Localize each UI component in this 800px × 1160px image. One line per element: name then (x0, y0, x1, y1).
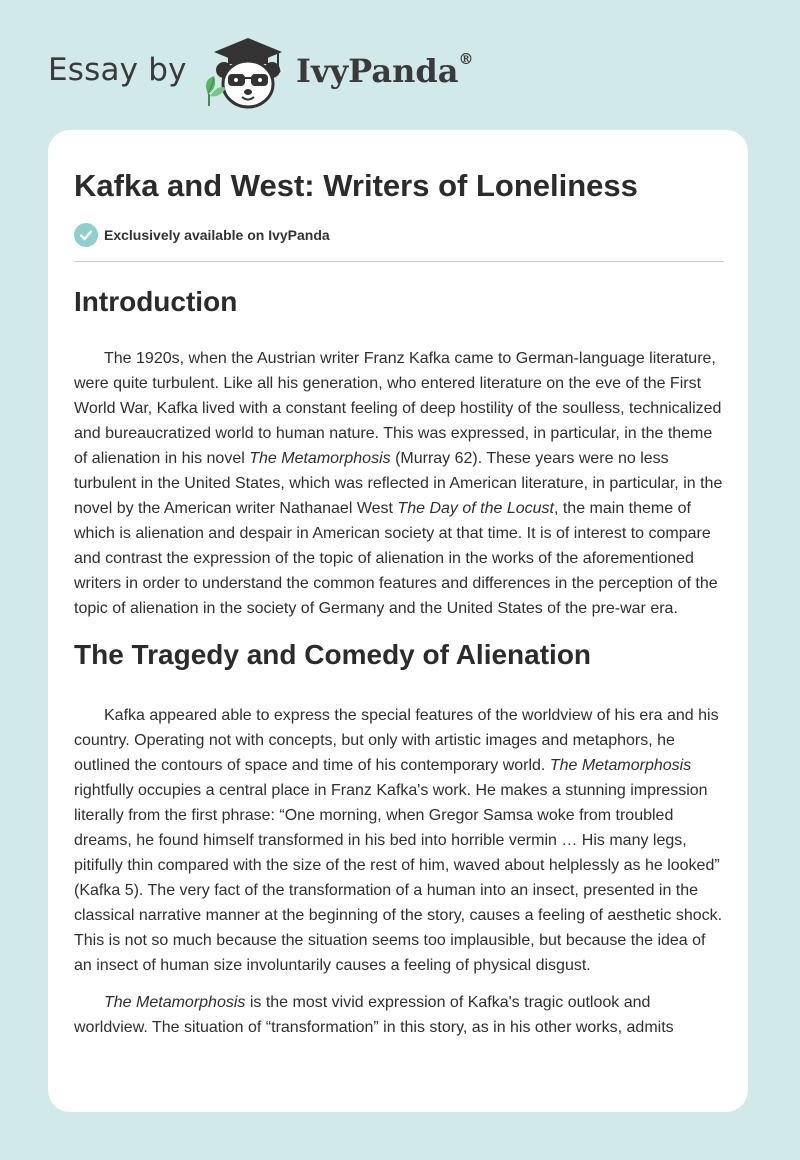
site-header (0, 0, 800, 130)
check-icon (74, 223, 98, 247)
paragraph: The 1920s, when the Austrian writer Franz Kafka came to German-language literature, were quite turbulent. Like all his generation, who entered literature on the eve of the First World War, Kafka lived with a constant feeling of deep hostility of the soulless, technicalized and bureaucratized world to human nature. This was expressed, in particular, in the theme of alienation in his novel The Metamorphosis (Murray 62). These years were no less turbulent in the United States, which was reflected in American literature, in particular, in the novel by the American writer Nathanael West The Day of the Locust, the main theme of which is alienation and despair in American society at that time. It is of interest to compare and contrast the expression of the topic of alienation in the works of the aforementioned writers in order to understand the common features and differences in the perception of the topic of alienation in the society of Germany and the United States of the pre-war era. (74, 350, 723, 617)
brand-name[interactable]: IvyPanda® (296, 50, 474, 90)
registered-mark: ® (458, 50, 474, 69)
section-heading-tragedy-comedy: The Tragedy and Comedy of Alienation (74, 639, 592, 670)
page-title: Kafka and West: Writers of Loneliness (74, 168, 638, 203)
section-heading-introduction: Introduction (74, 286, 238, 317)
paragraph: The Metamorphosis is the most vivid expression of Kafka's tragic outlook and worldview. The situation of “transformation” in this story, as in his other works, admits (74, 994, 674, 1036)
essay-by-label: Essay by (48, 52, 187, 88)
article-body (74, 280, 726, 1040)
panda-logo-icon[interactable] (200, 36, 292, 110)
exclusive-badge-label: Exclusively available on IvyPanda (104, 227, 330, 243)
exclusive-badge (74, 222, 330, 248)
divider (74, 261, 724, 262)
paragraph: Kafka appeared able to express the special features of the worldview of his era and his country. Operating not with concepts, but only with artistic images and metaphors, he outlined the contours of space and time of his contemporary world. The Metamorphosis rightfully occupies a central place in Franz Kafka's work. He makes a stunning impression literally from the first phrase: “One morning, when Gregor Samsa woke from troubled dreams, he found himself transformed in his bed into horrible vermin … His many legs, pitifully thin compared with the size of the rest of him, waved about helplessly as he looked” (Kafka 5). The very fact of the transformation of a human into an insect, presented in the classical narrative manner at the beginning of the story, causes a feeling of aesthetic shock. This is not so much because the situation seems too implausible, but because the idea of an insect of human size involuntarily causes a feeling of physical disgust. (74, 707, 723, 974)
essay-card (48, 130, 748, 1112)
